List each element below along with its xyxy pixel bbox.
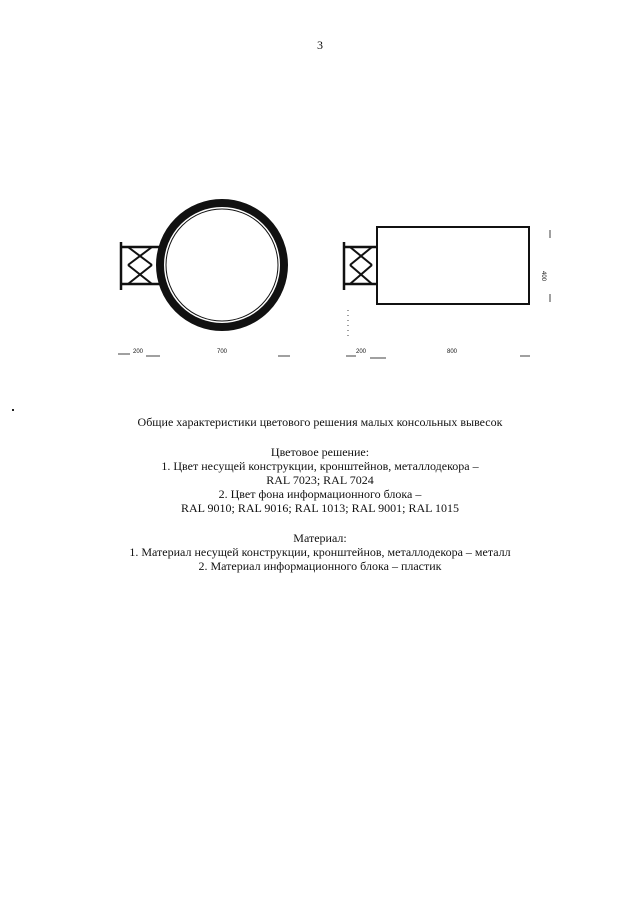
round-width-dimension: 700 [217, 349, 228, 355]
wall-bracket-right [344, 242, 378, 290]
color-section-title: Цветовое решение: [270, 445, 370, 459]
round-bracket-dimension: 200 [133, 349, 144, 355]
color-line: RAL 7023; RAL 7024 [266, 473, 374, 487]
material-line: 2. Материал информационного блока – пластик [198, 559, 442, 573]
heading: Общие характеристики цветового решения малых консольных вывесок [137, 415, 503, 429]
round-sign-face [166, 209, 278, 321]
round-sign-dimensions [118, 354, 290, 356]
color-line: 2. Цвет фона информационного блока – [218, 487, 422, 501]
material-section [0, 531, 640, 573]
rect-sign-box [377, 227, 529, 304]
rect-sign-drawing [344, 227, 550, 358]
rect-width-dimension: 800 [447, 349, 458, 355]
rect-height-dimension: 400 [540, 271, 546, 282]
round-sign-frame [160, 203, 284, 327]
rect-bracket-dimension: 200 [356, 349, 367, 355]
technical-drawing [0, 180, 640, 380]
color-section [0, 445, 640, 515]
color-line: RAL 9010; RAL 9016; RAL 1013; RAL 9001; RAL 1015 [180, 501, 460, 515]
round-sign-drawing [118, 203, 290, 356]
material-section-title: Материал: [293, 531, 347, 545]
page-number: 3 [317, 38, 323, 52]
material-line: 1. Материал несущей конструкции, кронштейнов, металлодекора – металл [129, 545, 511, 559]
wall-bracket-left [121, 242, 160, 290]
color-line: 1. Цвет несущей конструкции, кронштейнов, металлодекора – [161, 459, 479, 473]
margin-dot [12, 409, 14, 411]
